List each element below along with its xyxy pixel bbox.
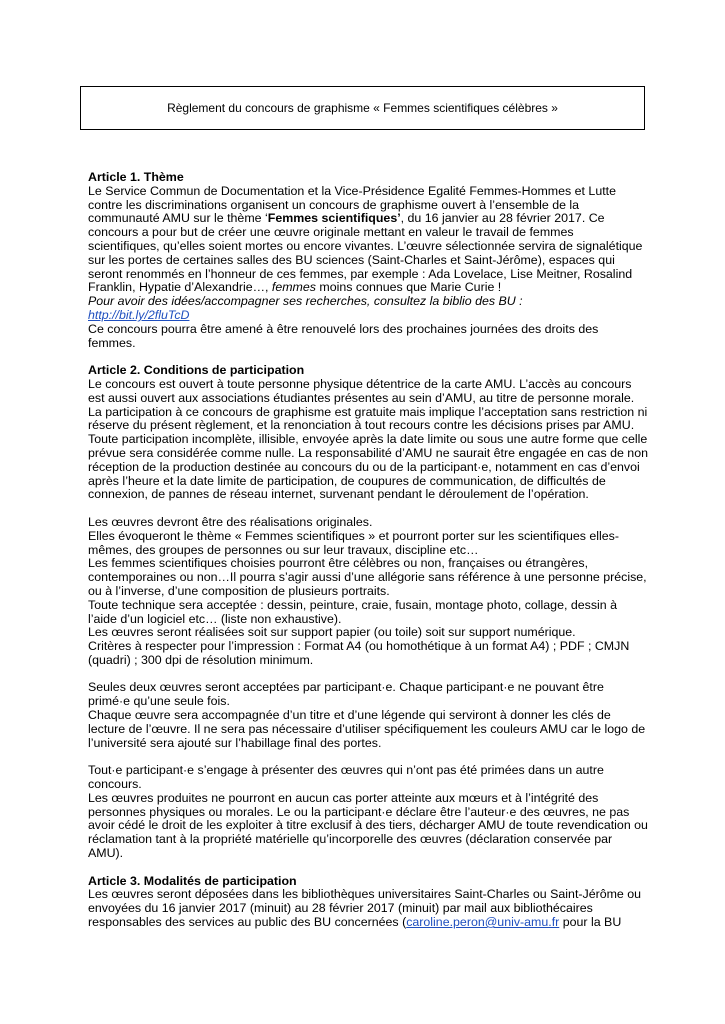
article-1-biblio-note [88,295,648,309]
article-3-text-a: Les œuvres seront déposées dans les bibliothèques universitaires Saint-Charles ou Saint-Jérôme ou envoyées du 16 janvier 2017 (minuit) au 28 février 2017 (minuit) par mail aux bibliothécaires responsables des services au public des BU concernées ( [88,887,642,930]
article-2-paragraph-11: Les œuvres produites ne pourront en aucun cas porter atteinte aux mœurs et à l’intégrité des personnes physiques ou morales. Le ou la participant·e déclare être l’auteur·e des œuvres, ne pas avoir cédé le droit de les exploiter à titre exclusif à des tiers, décharger AMU de toute revendication ou réclamation tant à la propriété matérielle qu’incorporelle des œuvres (déclaration conservée par AMU). [88,790,648,861]
spacer [88,861,648,875]
article-1-text-italic: femmes [271,280,316,295]
article-2-paragraph-3: Elles évoqueront le thème « Femmes scientifiques » et pourront porter sur les scientifiques elles-mêmes, des groupes de personnes ou sur leur travaux, discipline etc… [88,528,619,557]
article-2-paragraph-6: Les œuvres seront réalisées soit sur support papier (ou toile) soit sur support numérique. [88,625,576,640]
article-2-paragraph-10: Tout·e participant·e s’engage à présenter des œuvres qui n’ont pas été primées dans un autre concours. [88,763,604,792]
article-1-biblio-note-text: Pour avoir des idées/accompagner ses recherches, consultez la biblio des BU : [88,294,523,309]
article-2-paragraph-2: Les œuvres devront être des réalisations originales. [88,514,373,529]
article-2-paragraph-5: Toute technique sera acceptée : dessin, peinture, craie, fusain, montage photo, collage, dessin à l’aide d’un logiciel etc… (liste non exhaustive). [88,597,618,626]
spacer [88,350,648,364]
article-2-paragraph-1: Le concours est ouvert à toute personne physique détentrice de la carte AMU. L’accès au concours est aussi ouvert aux associations étudiantes présentes au sein d’AMU, au titre de personne morale. La participation à ce concours de graphisme est gratuite mais implique l’acceptation sans restriction ni réserve du présent règlement, et la renonciation à tout recours contre les décisions prises par AMU. Toute participation incomplète, illisible, envoyée après la date limite ou sous une autre forme que celle prévue sera considérée comme nulle. La responsabilité d’AMU ne saurait être engagée en cas de non réception de la production destinée au concours du ou de la participant·e, notamment en cas d’envoi après l’heure et la date limite de participation, de coupures de communication, de difficultés de connexion, de pannes de réseau internet, survenant pendant le déroulement de l’opération. [88,376,648,502]
spacer [88,668,648,682]
article-2-paragraph-4: Les femmes scientifiques choisies pourront être célèbres ou non, françaises ou étrangères, contemporaines ou non…Il pourra s’agir aussi d’une allégorie sans référence à une personne précise, ou à l’inverse, d’une composition de plusieurs portraits. [88,556,647,598]
article-3-text-b: pour la BU [559,915,622,930]
document-title: Règlement du concours de graphisme « Femmes scientifiques célèbres » [167,101,558,115]
article-2-paragraph-7: Critères à respecter pour l’impression : Format A4 (ou homothétique à un format A4) ; PDF ; CMJN (quadri) ; 300 dpi de résolution minimum. [88,639,630,667]
article-2-paragraph-8: Seules deux œuvres seront acceptées par participant·e. Chaque participant·e ne pouvant être primé·e qu’une seule fois. [88,680,604,709]
article-1-text-a: Le Service Commun de Documentation et la Vice-Présidence Egalité Femmes-Hommes et Lutte contre les discriminations organisent un concours de graphisme ouvert à l’ensemble de la communauté AMU sur le thème ‘ [88,183,616,226]
spacer [88,502,648,516]
article-3-heading: Article 3. Modalités de participation [88,873,297,888]
document-title-box [80,86,645,130]
article-1-text-c: moins connues que Marie Curie ! [315,280,502,295]
article-3-paragraph-1 [88,888,648,929]
document-body [88,171,648,930]
article-1-paragraph-1 [88,185,648,295]
spacer [88,750,648,764]
article-1-theme-bold: Femmes scientifiques’ [267,211,401,226]
article-1-link-line [88,309,648,323]
article-2-heading: Article 2. Conditions de participation [88,363,305,378]
email-link[interactable]: caroline.peron@univ-amu.fr [406,915,560,930]
article-1-heading: Article 1. Thème [88,170,184,184]
article-1-text-b: , du 16 janvier au 28 février 2017. Ce concours a pour but de créer une œuvre originale mettant en valeur le travail de femmes scientifiques, qu’elles soient mortes ou encore vivantes. L’œuvre sélectionnée servira de signalétique sur les portes de certaines salles des BU sciences (Saint-Charles et Saint-Jérôme), espaces qui seront renommés en l’honneur de ces femmes, par exemple : Ada Lovelace, Lise Meitner, Rosalind Franklin, Hypatie d’Alexandrie…, [88,211,643,295]
biblio-link[interactable]: http://bit.ly/2fluTcD [88,307,190,322]
article-2-paragraph-9: Chaque œuvre sera accompagnée d’un titre et d’une légende qui serviront à donner les clés de lecture de l’œuvre. Il ne sera pas nécessaire d’utiliser spécifiquement les couleurs AMU car le logo de l’université sera ajouté sur l’habillage final des portes. [88,708,646,750]
article-1-paragraph-3: Ce concours pourra être amené à être renouvelé lors des prochaines journées des droits des femmes. [88,321,599,350]
